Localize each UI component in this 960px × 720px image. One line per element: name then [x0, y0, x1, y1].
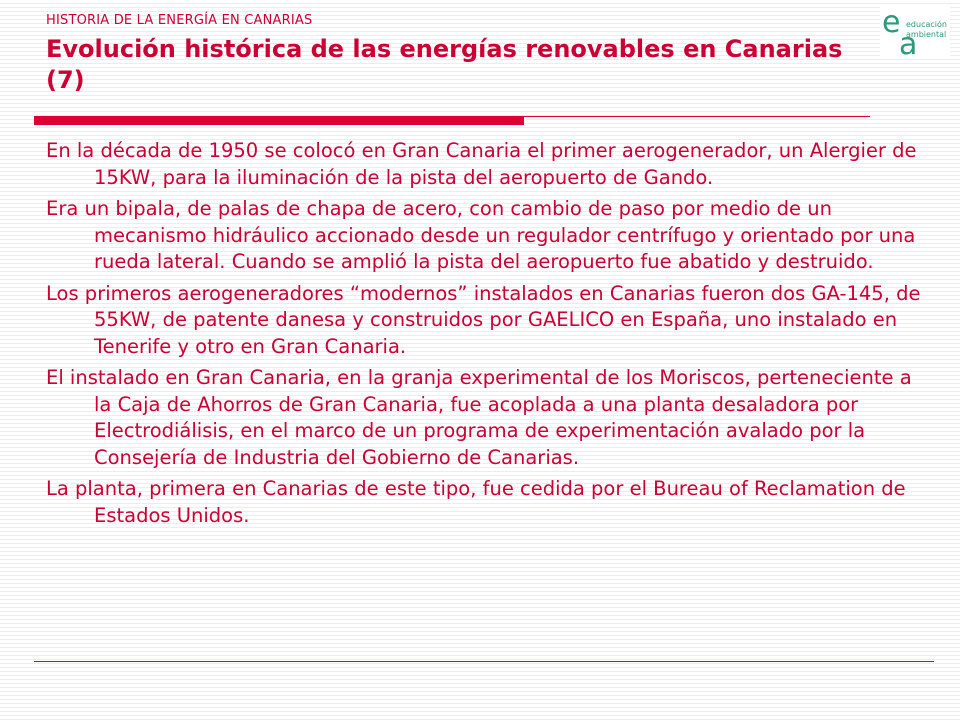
- paragraph-2: Era un bipala, de palas de chapa de acero, con cambio de paso por medio de un mecanismo hidráulico accionado desde un regulador centrífugo y orientado por una rueda lateral. Cuando se amplió la pista del aeropuerto fue abatido y destruido.: [46, 197, 916, 273]
- paragraph-1: En la década de 1950 se colocó en Gran Canaria el primer aerogenerador, un Alergier de 15KW, para la iluminación de la pista del aeropuerto de Gando.: [46, 139, 917, 189]
- slide-title: Evolución histórica de las energías renovables en Canarias (7): [46, 35, 843, 94]
- title-underline-thick: [34, 116, 524, 125]
- logo-glyph-e: e: [882, 6, 901, 40]
- paragraph-3: Los primeros aerogeneradores “modernos” instalados en Canarias fueron dos GA-145, de 55KW, de patente danesa y construidos por GAELICO en España, uno instalado en Tenerife y otro en Gran Canaria.: [46, 281, 921, 358]
- title-underline-thin: [524, 116, 870, 117]
- paragraph-5: La planta, primera en Canarias de este tipo, fue cedida por el Bureau of Reclamation de Estados Unidos.: [46, 477, 906, 527]
- slide-supertitle: HISTORIA DE LA ENERGÍA EN CANARIAS: [46, 13, 313, 28]
- educacion-ambiental-logo: [880, 6, 950, 58]
- footer-rule: [34, 661, 934, 662]
- logo-glyph-a: a: [899, 27, 918, 58]
- logo-text-ambiental: ambiental: [906, 30, 947, 39]
- slide-body: [46, 138, 926, 534]
- paragraph-4: El instalado en Gran Canaria, en la granja experimental de los Moriscos, perteneciente a la Caja de Ahorros de Gran Canaria, fue acoplada a una planta desaladora por Electrodiálisis, en el marco de un programa de experimentación avalado por la Consejería de Industria del Gobierno de Canarias.: [46, 366, 912, 469]
- logo-text-educacion: educación: [906, 20, 947, 29]
